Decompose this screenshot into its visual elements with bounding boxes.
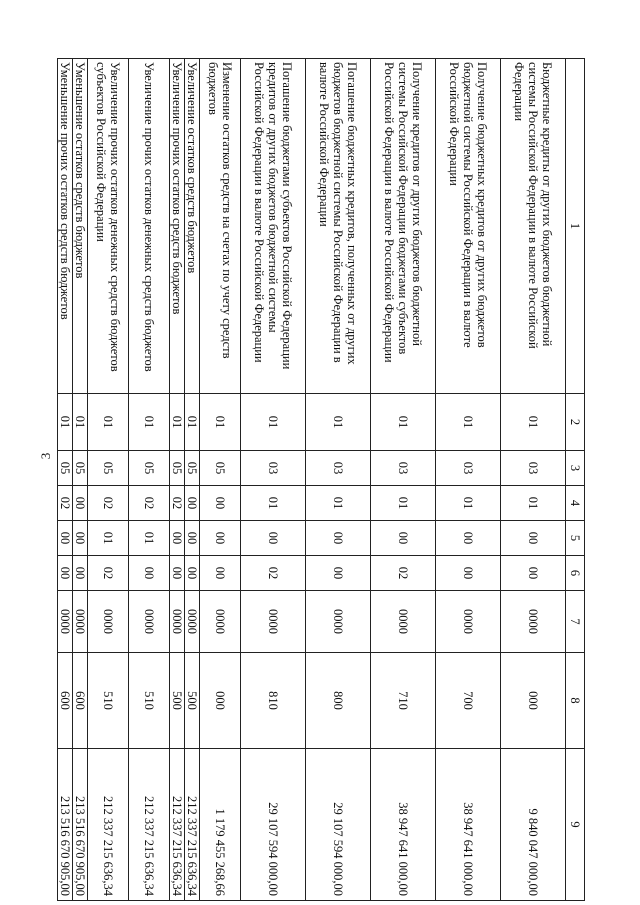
code-cell: 00 — [129, 556, 170, 591]
table-row — [73, 59, 88, 901]
code-cell: 01 — [436, 394, 501, 451]
table-row — [501, 59, 566, 901]
code-cell: 05 — [185, 451, 200, 486]
table-row — [200, 59, 241, 901]
code-cell: 00 — [185, 556, 200, 591]
row-description: Увеличение остатков средств бюджетов — [185, 59, 200, 394]
header-col-8: 8 — [566, 653, 585, 749]
code-cell: 0000 — [58, 591, 73, 653]
code-cell: 03 — [371, 451, 436, 486]
code-cell: 00 — [58, 521, 73, 556]
amount-cell: 213 516 670 905,00 — [73, 749, 88, 901]
amount-cell: 29 107 594 000,00 — [306, 749, 371, 901]
table-row — [241, 59, 306, 901]
table-row — [129, 59, 170, 901]
budget-sources-table — [57, 58, 585, 901]
amount-cell: 38 947 641 000,00 — [436, 749, 501, 901]
amount-cell: 212 337 215 636,34 — [170, 749, 185, 901]
table-row — [371, 59, 436, 901]
code-cell: 0000 — [88, 591, 129, 653]
header-col-2: 2 — [566, 394, 585, 451]
code-cell: 01 — [129, 394, 170, 451]
code-cell: 01 — [129, 521, 170, 556]
code-cell: 00 — [170, 521, 185, 556]
code-cell: 05 — [88, 451, 129, 486]
code-cell: 0000 — [371, 591, 436, 653]
code-cell: 0000 — [129, 591, 170, 653]
code-cell: 01 — [436, 486, 501, 521]
row-description: Увеличение прочих остатков денежных средств бюджетов — [129, 59, 170, 394]
code-cell: 00 — [436, 556, 501, 591]
code-cell: 0000 — [306, 591, 371, 653]
code-cell: 01 — [88, 521, 129, 556]
code-cell: 02 — [170, 486, 185, 521]
code-cell: 01 — [306, 486, 371, 521]
code-cell: 000 — [200, 653, 241, 749]
header-col-3: 3 — [566, 451, 585, 486]
row-description: Получение бюджетных кредитов от других бюджетов бюджетной системы Российской Федерации в валюте Российской Федерации — [436, 59, 501, 394]
amount-cell: 212 337 215 636,34 — [129, 749, 170, 901]
header-col-4: 4 — [566, 486, 585, 521]
code-cell: 0000 — [241, 591, 306, 653]
table-row — [436, 59, 501, 901]
code-cell: 00 — [58, 556, 73, 591]
code-cell: 00 — [241, 521, 306, 556]
table-row — [306, 59, 371, 901]
code-cell: 01 — [200, 394, 241, 451]
row-description: Увеличение прочих остатков средств бюджетов — [170, 59, 185, 394]
header-col-9: 9 — [566, 749, 585, 901]
code-cell: 600 — [58, 653, 73, 749]
code-cell: 01 — [170, 394, 185, 451]
table-row — [170, 59, 185, 901]
code-cell: 01 — [371, 394, 436, 451]
amount-cell: 29 107 594 000,00 — [241, 749, 306, 901]
code-cell: 00 — [306, 521, 371, 556]
amount-cell: 212 337 215 636,34 — [88, 749, 129, 901]
code-cell: 05 — [200, 451, 241, 486]
code-cell: 00 — [73, 556, 88, 591]
code-cell: 01 — [88, 394, 129, 451]
code-cell: 02 — [88, 486, 129, 521]
code-cell: 02 — [129, 486, 170, 521]
code-cell: 02 — [371, 556, 436, 591]
code-cell: 00 — [501, 521, 566, 556]
code-cell: 05 — [58, 451, 73, 486]
page-number: 3 — [38, 452, 53, 460]
code-cell: 00 — [306, 556, 371, 591]
code-cell: 00 — [185, 521, 200, 556]
amount-cell: 38 947 641 000,00 — [371, 749, 436, 901]
code-cell: 03 — [241, 451, 306, 486]
code-cell: 01 — [241, 486, 306, 521]
amount-cell: 213 516 670 905,00 — [58, 749, 73, 901]
header-col-7: 7 — [566, 591, 585, 653]
code-cell: 01 — [501, 394, 566, 451]
code-cell: 03 — [501, 451, 566, 486]
code-cell: 05 — [129, 451, 170, 486]
amount-cell: 9 840 047 000,00 — [501, 749, 566, 901]
header-col-5: 5 — [566, 521, 585, 556]
code-cell: 00 — [170, 556, 185, 591]
code-cell: 0000 — [170, 591, 185, 653]
code-cell: 00 — [185, 486, 200, 521]
code-cell: 05 — [73, 451, 88, 486]
code-cell: 600 — [73, 653, 88, 749]
row-description: Получение кредитов от других бюджетов бюджетной системы Российской Федерации бюджетами субъектов Российской Федерации в валюте Российской Федерации — [371, 59, 436, 394]
code-cell: 01 — [73, 394, 88, 451]
code-cell: 510 — [88, 653, 129, 749]
row-description: Погашение бюджетных кредитов, полученных от других бюджетов бюджетной системы Российской Федерации в валюте Российской Федерации — [306, 59, 371, 394]
code-cell: 01 — [241, 394, 306, 451]
code-cell: 0000 — [185, 591, 200, 653]
code-cell: 0000 — [436, 591, 501, 653]
code-cell: 00 — [200, 521, 241, 556]
code-cell: 0000 — [501, 591, 566, 653]
code-cell: 00 — [200, 556, 241, 591]
code-cell: 01 — [306, 394, 371, 451]
code-cell: 02 — [241, 556, 306, 591]
table-row — [185, 59, 200, 901]
code-cell: 710 — [371, 653, 436, 749]
code-cell: 01 — [58, 394, 73, 451]
code-cell: 510 — [129, 653, 170, 749]
header-row — [566, 59, 585, 901]
amount-cell: 1 179 455 268,66 — [200, 749, 241, 901]
row-description: Бюджетные кредиты от других бюджетов бюджетной системы Российской Федерации в валюте Российской Федерации — [501, 59, 566, 394]
row-description: Уменьшение прочих остатков средств бюджетов — [58, 59, 73, 394]
code-cell: 03 — [436, 451, 501, 486]
code-cell: 01 — [501, 486, 566, 521]
row-description: Изменение остатков средств на счетах по учету средств бюджетов — [200, 59, 241, 394]
code-cell: 0000 — [73, 591, 88, 653]
row-description: Погашение бюджетами субъектов Российской Федерации кредитов от других бюджетов бюджетной системы Российской Федерации в валюте Российской Федерации — [241, 59, 306, 394]
table-row — [88, 59, 129, 901]
header-col-6: 6 — [566, 556, 585, 591]
row-description: Увеличение прочих остатков денежных средств бюджетов субъектов Российской Федерации — [88, 59, 129, 394]
code-cell: 03 — [306, 451, 371, 486]
code-cell: 810 — [241, 653, 306, 749]
code-cell: 01 — [185, 394, 200, 451]
code-cell: 700 — [436, 653, 501, 749]
table-row — [58, 59, 73, 901]
code-cell: 00 — [371, 521, 436, 556]
row-description: Уменьшение остатков средств бюджетов — [73, 59, 88, 394]
code-cell: 01 — [371, 486, 436, 521]
header-col-1: 1 — [566, 59, 585, 394]
code-cell: 000 — [501, 653, 566, 749]
code-cell: 02 — [58, 486, 73, 521]
code-cell: 00 — [436, 521, 501, 556]
budget-sources-table-sheet — [57, 58, 585, 901]
code-cell: 05 — [170, 451, 185, 486]
code-cell: 00 — [73, 486, 88, 521]
code-cell: 500 — [185, 653, 200, 749]
amount-cell: 212 337 215 636,34 — [185, 749, 200, 901]
code-cell: 00 — [200, 486, 241, 521]
code-cell: 00 — [73, 521, 88, 556]
code-cell: 0000 — [200, 591, 241, 653]
code-cell: 00 — [501, 556, 566, 591]
code-cell: 800 — [306, 653, 371, 749]
code-cell: 500 — [170, 653, 185, 749]
code-cell: 02 — [88, 556, 129, 591]
